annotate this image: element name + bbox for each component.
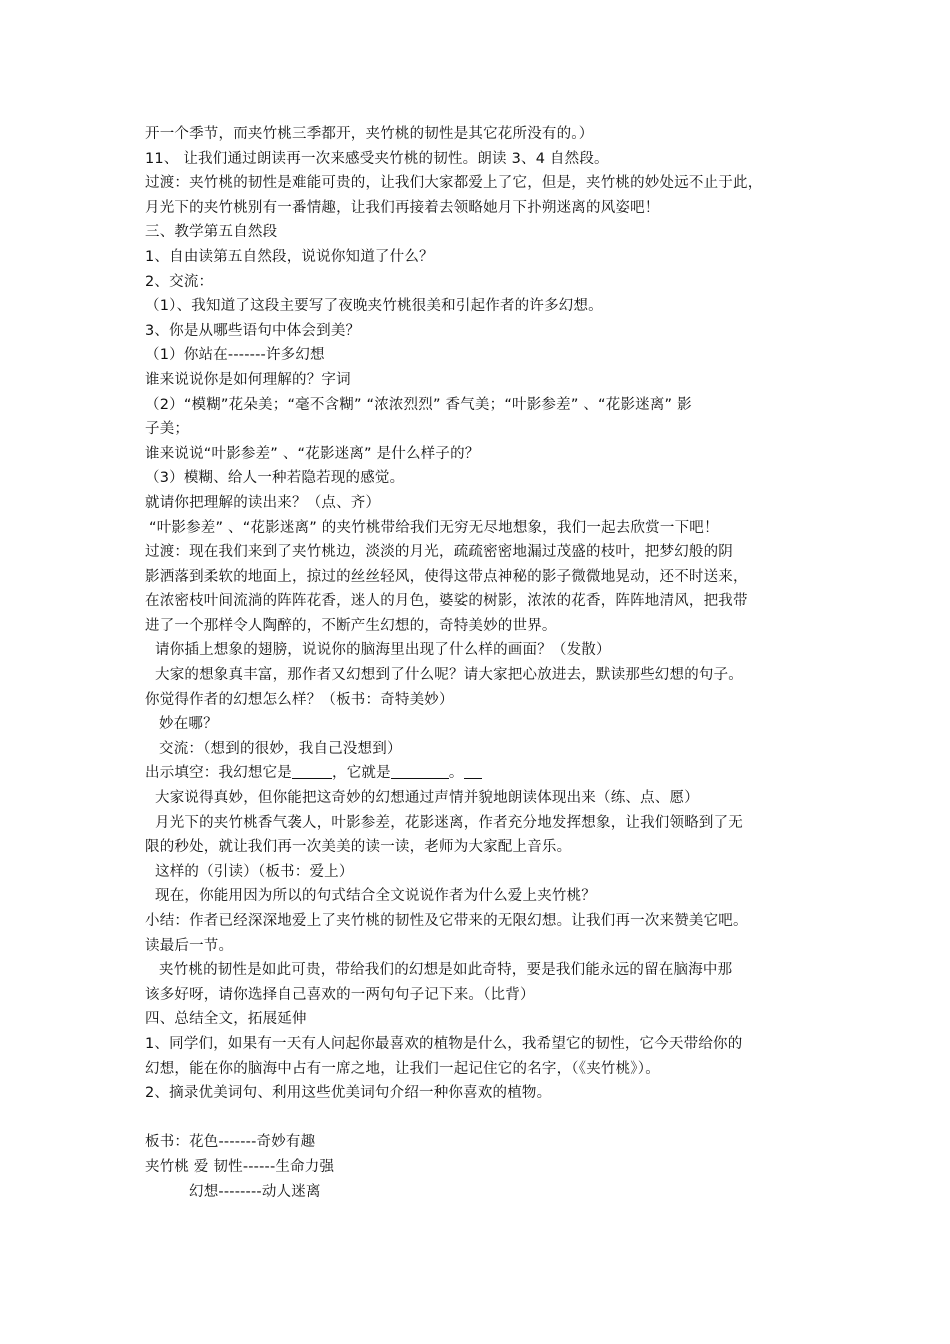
text-line: （2）“模糊”花朵美；“毫不含糊” “浓浓烈烈” 香气美；“叶影参差” 、“花影迷离” 影 <box>145 396 692 413</box>
fill-blank-prefix: 出示填空：我幻想它是 <box>145 765 292 782</box>
text-line: 这样的（引读）（板书：爱上） <box>155 863 354 880</box>
text-line: 现在，你能用因为所以的句式结合全文说说作者为什么爱上夹竹桃？ <box>155 888 596 905</box>
blank-underline <box>391 763 449 779</box>
document-page <box>145 122 815 1204</box>
text-line: 大家的想象真丰富，那作者又幻想到了什么呢？请大家把心放进去，默读那些幻想的句子。 <box>155 667 743 684</box>
text-line: 1、同学们，如果有一天有人问起你最喜欢的植物是什么，我希望它的韧性，它今天带给你的 <box>145 1035 743 1052</box>
section-heading: 三、教学第五自然段 <box>145 224 278 241</box>
text-line: 子美； <box>145 421 190 438</box>
text-line: 你觉得作者的幻想怎么样？（板书：奇特美妙） <box>145 691 454 708</box>
text-line: 过渡：现在我们来到了夹竹桃边，淡淡的月光，疏疏密密地漏过茂盛的枝叶，把梦幻般的阴 <box>145 544 733 561</box>
board-line: 夹竹桃 爱 韧性------生命力强 <box>145 1158 335 1175</box>
text-line: 谁来说说你是如何理解的？字词 <box>145 371 351 388</box>
text-line: 3、你是从哪些语句中体会到美？ <box>145 322 361 339</box>
text-line: 1、自由读第五自然段，说说你知道了什么？ <box>145 248 434 265</box>
board-line: 板书：花色-------奇妙有趣 <box>145 1134 316 1151</box>
blank-line <box>145 1106 815 1131</box>
fill-blank-middle: ，它就是 <box>332 765 391 782</box>
blank-underline <box>464 763 482 779</box>
text-line: 夹竹桃的韧性是如此可贵，带给我们的幻想是如此奇特，要是我们能永远的留在脑海中那 <box>159 962 733 979</box>
text-line: 幻想，能在你的脑海中占有一席之地，让我们一起记住它的名字，（《夹竹桃》）。 <box>145 1060 660 1077</box>
text-line: 小结：作者已经深深地爱上了夹竹桃的韧性及它带来的无限幻想。让我们再一次来赞美它吧。 <box>145 913 748 929</box>
text-line: 就请你把理解的读出来？（点、齐） <box>145 494 381 511</box>
text-line: 2、交流： <box>145 273 214 290</box>
text-line: 影洒落到柔软的地面上，掠过的丝丝轻风，使得这带点神秘的影子微微地晃动，还不时送来， <box>145 568 748 585</box>
text-line: 月光下的夹竹桃别有一番情趣，让我们再接着去领略她月下扑朔迷离的风姿吧！ <box>145 199 660 216</box>
text-line: 请你插上想象的翅膀，说说你的脑海里出现了什么样的画面？（发散） <box>155 642 611 659</box>
section-heading: 四、总结全文，拓展延伸 <box>145 1011 307 1028</box>
text-line: （1）你站在-------许多幻想 <box>145 347 325 364</box>
text-line: 读最后一节。 <box>145 937 234 954</box>
text-line: 过渡：夹竹桃的韧性是难能可贵的，让我们大家都爱上了它，但是，夹竹桃的妙处远不止于此， <box>145 175 763 192</box>
text-line: 2、摘录优美词句、利用这些优美词句介绍一种你喜欢的植物。 <box>145 1085 552 1102</box>
text-line: 妙在哪？ <box>159 716 218 733</box>
text-line: 大家说得真妙，但你能把这奇妙的幻想通过声情并貌地朗读体现出来（练、点、愿） <box>155 790 699 807</box>
text-line: 限的秒处，就让我们再一次美美的读一读，老师为大家配上音乐。 <box>145 839 572 856</box>
text-line: 谁来说说“叶影参差” 、“花影迷离” 是什么样子的？ <box>145 445 480 462</box>
fill-blank-line <box>145 761 815 786</box>
text-line: 11、 让我们通过朗读再一次来感受夹竹桃的韧性。朗读 3、4 自然段。 <box>145 150 609 167</box>
text-line: 月光下的夹竹桃香气袭人，叶影参差，花影迷离，作者充分地发挥想象，让我们领略到了无 <box>155 814 743 831</box>
text-line: 该多好呀，请你选择自己喜欢的一两句句子记下来。（比背） <box>145 986 535 1003</box>
text-line: “叶影参差” 、“花影迷离” 的夹竹桃带给我们无穷无尽地想象，我们一起去欣赏一下吧！ <box>149 519 719 536</box>
board-line: 幻想--------动人迷离 <box>189 1183 321 1200</box>
text-line: （3）模糊、给人一种若隐若现的感觉。 <box>145 470 405 487</box>
text-line: 开一个季节，而夹竹桃三季都开，夹竹桃的韧性是其它花所没有的。） <box>145 126 594 142</box>
text-line: 进了一个那样令人陶醉的，不断产生幻想的，奇特美妙的世界。 <box>145 617 557 634</box>
fill-blank-end: 。 <box>448 765 464 782</box>
text-line: 交流：（想到的很妙，我自己没想到） <box>159 740 402 757</box>
blank-underline <box>292 763 332 779</box>
text-line: （1）、我知道了这段主要写了夜晚夹竹桃很美和引起作者的许多幻想。 <box>145 298 603 315</box>
text-line: 在浓密枝叶间流淌的阵阵花香，迷人的月色，婆娑的树影，浓浓的花香，阵阵地清风，把我带 <box>145 593 748 610</box>
